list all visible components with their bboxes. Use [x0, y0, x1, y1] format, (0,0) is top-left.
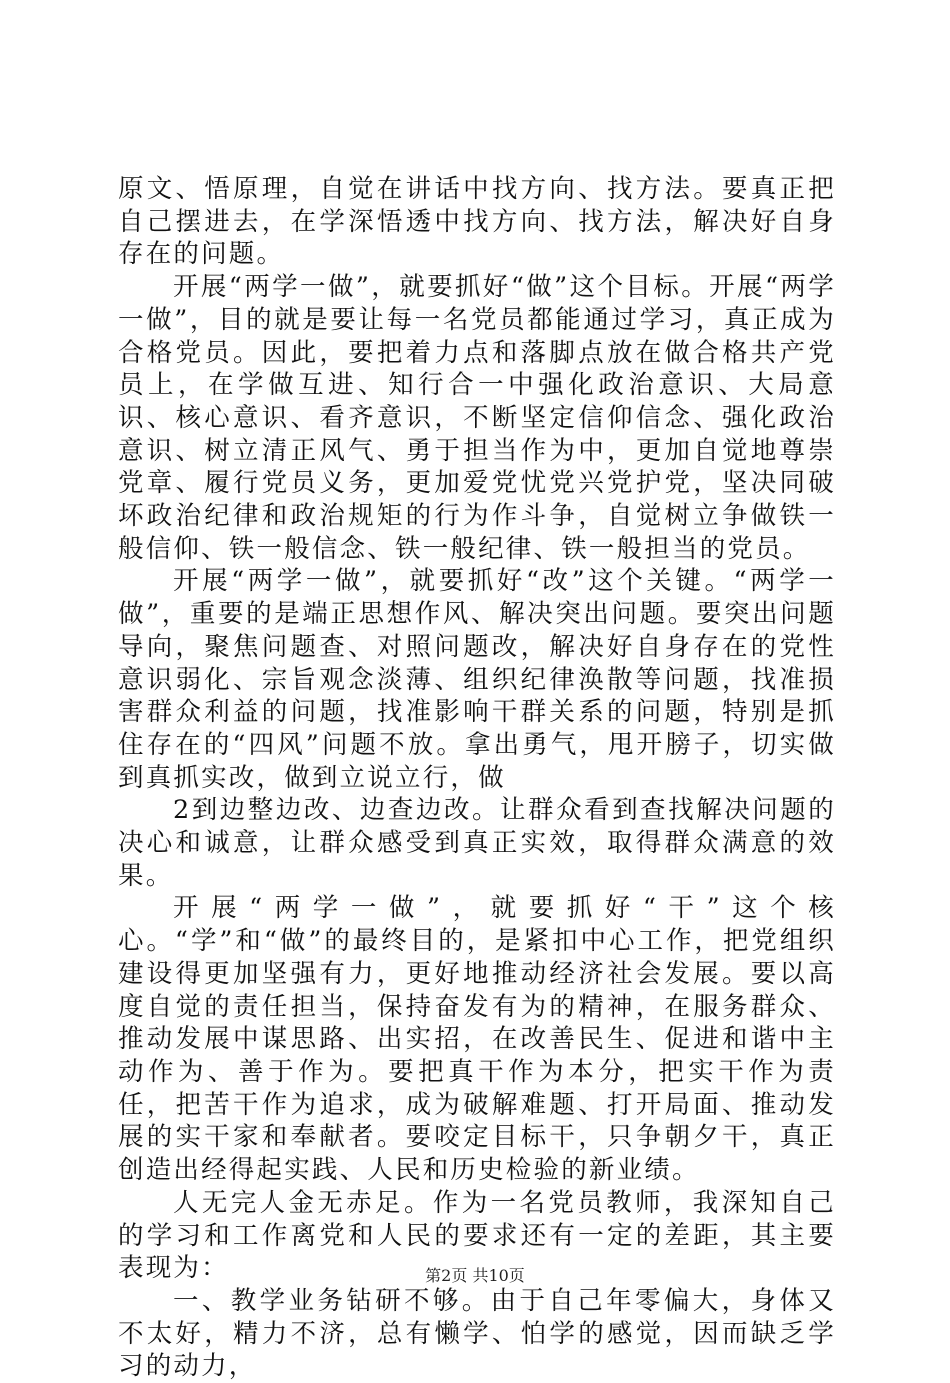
paragraph-continuation: 原文、悟原理，自觉在讲话中找方向、找方法。要真正把自己摆进去，在学深悟透中找方向、找方法，解决好自身存在的问题。 — [118, 174, 836, 270]
paragraph-point-one: 一、教学业务钻研不够。由于自己年零偏大，身体又不太好，精力不济，总有懒学、怕学的感觉，因而缺乏学习的动力， — [118, 1285, 836, 1382]
document-body — [118, 173, 836, 1383]
page-footer: 第2页 共10页 — [425, 1266, 525, 1285]
paragraph-reform-key: 开展“两学一做”，就要抓好“改”这个关键。“两学一做”，重要的是端正思想作风、解决突出问题。要突出问题导向，聚焦问题查、对照问题改，解决好自身存在的党性意识弱化、宗旨观念淡薄、组织纪律涣散等问题，找准损害群众利益的问题，找准影响干群关系的问题，特别是抓住存在的“四风”问题不放。拿出勇气，甩开膀子，切实做到真抓实改，做到立说立行，做 — [118, 566, 836, 793]
paragraph-do-goal: 开展“两学一做”，就要抓好“做”这个目标。开展“两学一做”，目的就是要让每一名党员都能通过学习，真正成为合格党员。因此，要把着力点和落脚点放在做合格共产党员上，在学做互进、知行合一中强化政治意识、大局意识、核心意识、看齐意识，不断坚定信仰信念、强化政治意识、树立清正风气、勇于担当作为中，更加自觉地尊崇党章、履行党员义务，更加爱党忧党兴党护党，坚决同破坏政治纪律和政治规矩的行为作斗争，自觉树立争做铁一般信仰、铁一般信念、铁一般纪律、铁一般担当的党员。 — [118, 272, 836, 564]
paragraph-reform-effect: 2到边整边改、边查边改。让群众看到查找解决问题的决心和诚意，让群众感受到真正实效，取得群众满意的效果。 — [118, 795, 836, 891]
paragraph-work-core: 开展“两学一做”，就要抓好“干”这个核心。“学”和“做”的最终目的，是紧扣中心工作，把党组织建设得更加坚强有力，更好地推动经济社会发展。要以高度自觉的责任担当，保持奋发有为的精神，在服务群众、推动发展中谋思路、出实招，在改善民生、促进和谐中主动作为、善于作为。要把真干作为本分，把实干作为责任，把苦干作为追求，成为破解难题、打开局面、推动发展的实干家和奉献者。要咬定目标干，只争朝夕干，真正创造出经得起实践、人民和历史检验的新业绩。 — [118, 893, 836, 1186]
paragraph-self-reflection: 人无完人金无赤足。作为一名党员教师，我深知自己的学习和工作离党和人民的要求还有一定的差距，其主要表现为： — [118, 1187, 836, 1284]
